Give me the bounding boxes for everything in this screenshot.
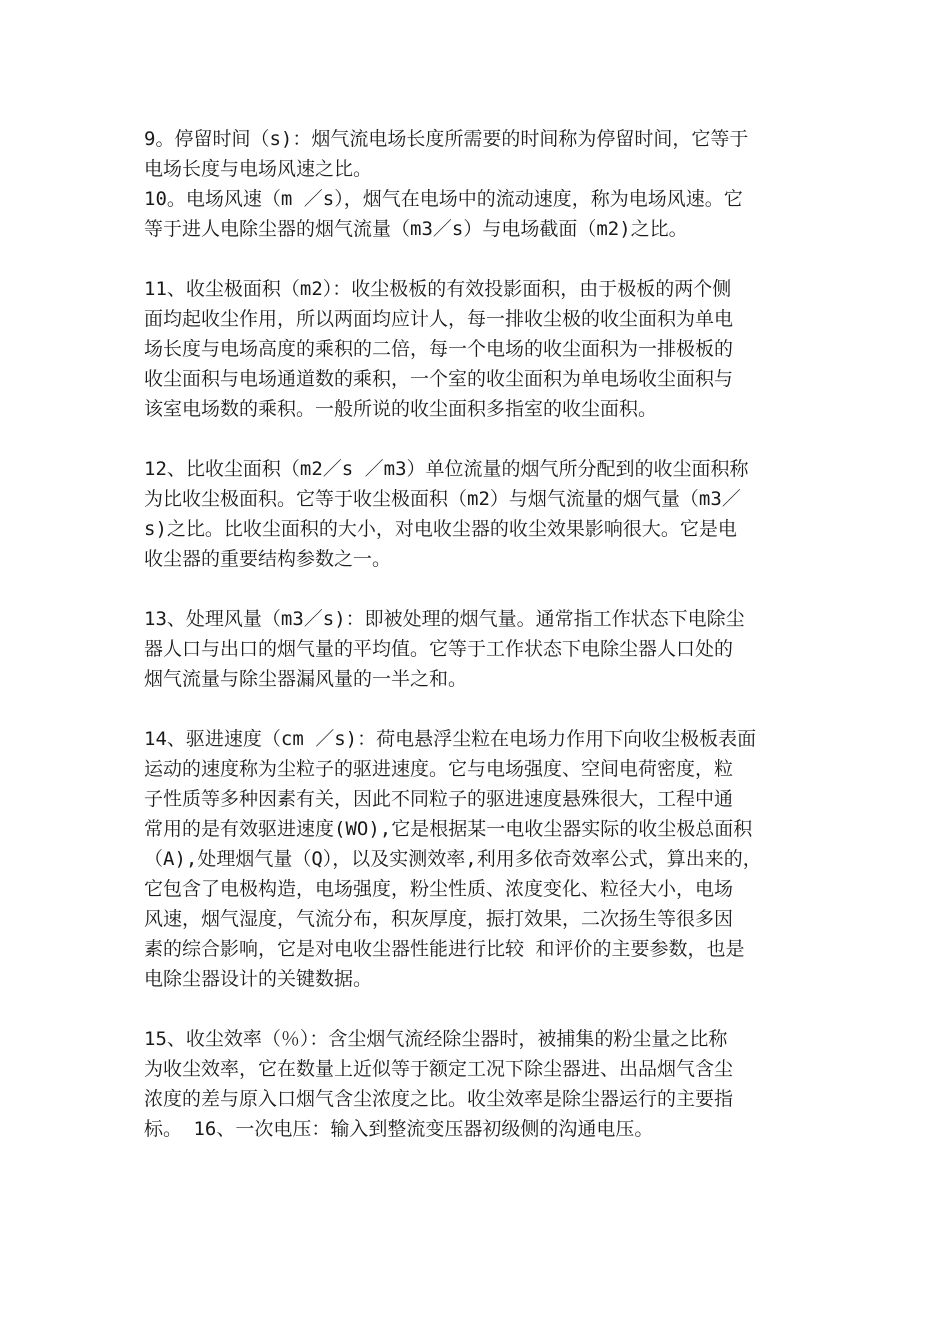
text-line: 浓度的差与原入口烟气含尘浓度之比。收尘效率是除尘器运行的主要指 <box>144 1088 734 1110</box>
paragraph-gap <box>144 694 824 724</box>
paragraph-9-10 <box>144 124 824 244</box>
text-line: 风速，烟气湿度，气流分布，积灰厚度，振打效果，二次扬生等很多因 <box>144 908 734 930</box>
text-line: 收尘器的重要结构参数之一。 <box>144 548 392 570</box>
text-line: 14、驱进速度（cm ／s)：荷电悬浮尘粒在电场力作用下向收尘极板表面 <box>144 728 757 750</box>
paragraph-gap <box>144 574 824 604</box>
paragraph-gap <box>144 244 824 274</box>
text-line: 素的综合影响，它是对电收尘器性能进行比较 和评价的主要参数，也是 <box>144 938 745 960</box>
text-line: 15、收尘效率（％）：含尘烟气流经除尘器时，被捕集的粉尘量之比称 <box>144 1028 728 1050</box>
text-line: 子性质等多种因素有关，因此不同粒子的驱进速度悬殊很大，工程中通 <box>144 788 734 810</box>
text-line: 运动的速度称为尘粒子的驱进速度。它与电场强度、空间电荷密度，粒 <box>144 758 734 780</box>
text-line: 标。 16、一次电压：输入到整流变压器初级侧的沟通电压。 <box>144 1118 654 1140</box>
text-line: 面均起收尘作用，所以两面均应计人，每一排收尘极的收尘面积为单电 <box>144 308 734 330</box>
text-line: 它包含了电极构造，电场强度，粉尘性质、浓度变化、粒径大小，电场 <box>144 878 734 900</box>
text-line: s)之比。比收尘面积的大小，对电收尘器的收尘效果影响很大。它是电 <box>144 518 737 540</box>
paragraph-15-16 <box>144 1024 824 1144</box>
document-body <box>144 124 824 1144</box>
text-line: 等于进人电除尘器的烟气流量（m3／s）与电场截面（m2)之比。 <box>144 218 688 240</box>
paragraph-14 <box>144 724 824 994</box>
text-line: （A),处理烟气量（Q），以及实测效率,利用多依奇效率公式，算出来的， <box>144 848 762 870</box>
text-line: 为比收尘极面积。它等于收尘极面积（m2）与烟气流量的烟气量（m3／ <box>144 488 741 510</box>
text-line: 9。停留时间（s)：烟气流电场长度所需要的时间称为停留时间，它等于 <box>144 128 749 150</box>
text-line: 烟气流量与除尘器漏风量的一半之和。 <box>144 668 468 690</box>
paragraph-12 <box>144 454 824 574</box>
text-line: 10。电场风速（m ／s），烟气在电场中的流动速度，称为电场风速。它 <box>144 188 743 210</box>
text-line: 该室电场数的乘积。一般所说的收尘面积多指室的收尘面积。 <box>144 398 658 420</box>
text-line: 器人口与出口的烟气量的平均值。它等于工作状态下电除尘器人口处的 <box>144 638 734 660</box>
text-line: 收尘面积与电场通道数的乘积，一个室的收尘面积为单电场收尘面积与 <box>144 368 734 390</box>
text-line: 11、收尘极面积（m2）：收尘极板的有效投影面积，由于极板的两个侧 <box>144 278 732 300</box>
paragraph-11 <box>144 274 824 424</box>
text-line: 场长度与电场高度的乘积的二倍，每一个电场的收尘面积为一排极板的 <box>144 338 734 360</box>
paragraph-13 <box>144 604 824 694</box>
text-line: 电场长度与电场风速之比。 <box>144 158 373 180</box>
text-line: 13、处理风量（m3／s)：即被处理的烟气量。通常指工作状态下电除尘 <box>144 608 745 630</box>
text-line: 常用的是有效驱进速度(WO),它是根据某一电收尘器实际的收尘极总面积 <box>144 818 753 840</box>
text-line: 电除尘器设计的关键数据。 <box>144 968 373 990</box>
paragraph-gap <box>144 424 824 454</box>
text-line: 12、比收尘面积（m2／s ／m3）单位流量的烟气所分配到的收尘面积称 <box>144 458 749 480</box>
paragraph-gap <box>144 994 824 1024</box>
text-line: 为收尘效率，它在数量上近似等于额定工况下除尘器进、出品烟气含尘 <box>144 1058 734 1080</box>
